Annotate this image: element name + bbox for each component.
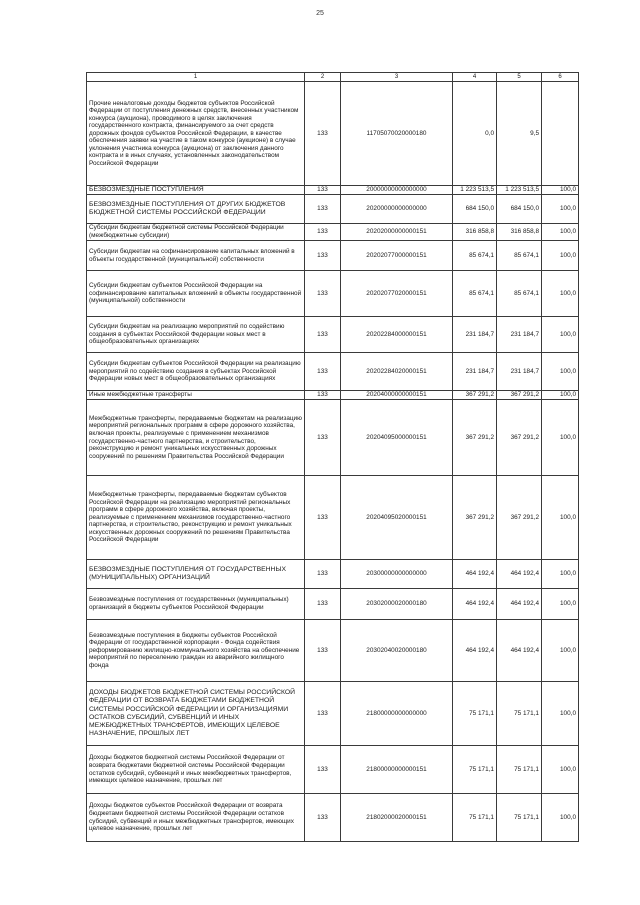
row-budget-code: 20202000000000151 [341, 224, 453, 241]
row-fact-value: 75 171,1 [497, 794, 542, 842]
row-admin-code: 133 [305, 224, 341, 241]
row-budget-code: 21802000020000151 [341, 794, 453, 842]
table-row [87, 241, 579, 271]
row-admin-code: 133 [305, 82, 341, 186]
row-name: Субсидии бюджетам на реализацию мероприятий по содействию создания в субъектах Российской Федерации новых мест в общеобразовательных организациях [87, 317, 305, 353]
row-percent-value: 100,0 [542, 682, 579, 746]
table-row [87, 682, 579, 746]
table-row [87, 589, 579, 620]
row-name: Межбюджетные трансферты, передаваемые бюджетам субъектов Российской Федерации на реализацию мероприятий региональных программ в сфере дорожного хозяйства, включая проекты, реализуемые с применением механизмов государственно-частного партнерства, и строительство, реконструкцию и ремонт уникальных искусственных дорожных сооружений по решениям Правительства Российской Федерации [87, 476, 305, 560]
row-name: Иные межбюджетные трансферты [87, 391, 305, 400]
column-header: 4 [453, 73, 497, 82]
column-header: 3 [341, 73, 453, 82]
table-row [87, 400, 579, 476]
row-name: Субсидии бюджетам бюджетной системы Российской Федерации (межбюджетные субсидии) [87, 224, 305, 241]
table-row [87, 82, 579, 186]
column-header: 1 [87, 73, 305, 82]
row-fact-value: 85 674,1 [497, 271, 542, 317]
row-fact-value: 231 184,7 [497, 353, 542, 391]
column-header: 2 [305, 73, 341, 82]
row-fact-value: 75 171,1 [497, 682, 542, 746]
row-fact-value: 231 184,7 [497, 317, 542, 353]
row-plan-value: 464 192,4 [453, 620, 497, 682]
row-budget-code: 21800000000000151 [341, 746, 453, 794]
row-fact-value: 367 291,2 [497, 400, 542, 476]
row-budget-code: 21800000000000000 [341, 682, 453, 746]
row-plan-value: 75 171,1 [453, 794, 497, 842]
row-plan-value: 367 291,2 [453, 400, 497, 476]
row-name: Субсидии бюджетам субъектов Российской Федерации на софинансирование капитальных вложений в объекты государственной (муниципальной) собственности [87, 271, 305, 317]
row-budget-code: 20202077020000151 [341, 271, 453, 317]
row-budget-code: 20204095020000151 [341, 476, 453, 560]
row-plan-value: 231 184,7 [453, 317, 497, 353]
table-row [87, 794, 579, 842]
row-plan-value: 0,0 [453, 82, 497, 186]
row-admin-code: 133 [305, 589, 341, 620]
row-percent-value: 100,0 [542, 195, 579, 224]
row-percent-value [542, 82, 579, 186]
row-plan-value: 464 192,4 [453, 589, 497, 620]
row-budget-code: 20300000000000000 [341, 560, 453, 589]
table-row [87, 224, 579, 241]
row-admin-code: 133 [305, 560, 341, 589]
row-plan-value: 367 291,2 [453, 476, 497, 560]
table-row [87, 620, 579, 682]
row-fact-value: 367 291,2 [497, 476, 542, 560]
row-plan-value: 85 674,1 [453, 271, 497, 317]
row-plan-value: 684 150,0 [453, 195, 497, 224]
row-plan-value: 1 223 513,5 [453, 186, 497, 195]
row-fact-value: 367 291,2 [497, 391, 542, 400]
row-fact-value: 1 223 513,5 [497, 186, 542, 195]
row-percent-value: 100,0 [542, 794, 579, 842]
table-row [87, 391, 579, 400]
table-header-row [87, 73, 579, 82]
row-percent-value: 100,0 [542, 589, 579, 620]
row-admin-code: 133 [305, 186, 341, 195]
row-plan-value: 316 858,8 [453, 224, 497, 241]
row-budget-code: 20000000000000000 [341, 186, 453, 195]
row-admin-code: 133 [305, 620, 341, 682]
row-name: Доходы бюджетов бюджетной системы Российской Федерации от возврата бюджетами бюджетной системы Российской Федерации остатков субсидий, субвенций и иных межбюджетных трансфертов, имеющих целевое назначение, прошлых лет [87, 746, 305, 794]
row-admin-code: 133 [305, 241, 341, 271]
page-number: 25 [316, 10, 324, 17]
column-header: 5 [497, 73, 542, 82]
row-plan-value: 464 192,4 [453, 560, 497, 589]
row-fact-value: 684 150,0 [497, 195, 542, 224]
row-name: Межбюджетные трансферты, передаваемые бюджетам на реализацию мероприятий региональных программ в сфере дорожного хозяйства, включая проекты, реализуемые с применением механизмов государственно-частного партнерства, и строительство, реконструкцию и ремонт уникальных искусственных дорожных сооружений по решениям Правительства Российской Федерации [87, 400, 305, 476]
row-percent-value: 100,0 [542, 560, 579, 589]
row-name: БЕЗВОЗМЕЗДНЫЕ ПОСТУПЛЕНИЯ [87, 186, 305, 195]
row-budget-code: 20202284000000151 [341, 317, 453, 353]
row-percent-value: 100,0 [542, 353, 579, 391]
table-row [87, 186, 579, 195]
row-name: Субсидии бюджетам субъектов Российской Федерации на реализацию мероприятий по содействию создания в субъектах Российской Федерации новых мест в общеобразовательных организациях [87, 353, 305, 391]
row-plan-value: 75 171,1 [453, 746, 497, 794]
row-budget-code: 11705070020000180 [341, 82, 453, 186]
row-budget-code: 20202284020000151 [341, 353, 453, 391]
row-admin-code: 133 [305, 195, 341, 224]
row-plan-value: 231 184,7 [453, 353, 497, 391]
table-row [87, 271, 579, 317]
row-percent-value: 100,0 [542, 391, 579, 400]
row-admin-code: 133 [305, 746, 341, 794]
table-row [87, 746, 579, 794]
table-row [87, 353, 579, 391]
table-row [87, 560, 579, 589]
row-name: Доходы бюджетов субъектов Российской Федерации от возврата бюджетами бюджетной системы Российской Федерации остатков субсидий, субвенций и иных межбюджетных трансфертов, имеющих целевое назначение, прошлых лет [87, 794, 305, 842]
row-percent-value: 100,0 [542, 746, 579, 794]
row-name: Прочие неналоговые доходы бюджетов субъектов Российской Федерации от поступления денежных средств, внесенных участником конкурса (аукциона), проводимого в целях заключения государственного контракта, финансируемого за счет средств дорожных фондов субъектов Российской Федерации, в качестве обеспечения заявки на участие в таком конкурсе (аукционе) в случае уклонения участника конкурса (аукциона) от заключения данного контракта и в иных случаях, установленных законодательством Российской Федерации [87, 82, 305, 186]
column-header: 6 [542, 73, 579, 82]
row-percent-value: 100,0 [542, 620, 579, 682]
row-fact-value: 9,5 [497, 82, 542, 186]
row-plan-value: 367 291,2 [453, 391, 497, 400]
row-percent-value: 100,0 [542, 224, 579, 241]
row-name: БЕЗВОЗМЕЗДНЫЕ ПОСТУПЛЕНИЯ ОТ ГОСУДАРСТВЕННЫХ (МУНИЦИПАЛЬНЫХ) ОРГАНИЗАЦИЙ [87, 560, 305, 589]
row-budget-code: 20204000000000151 [341, 391, 453, 400]
row-admin-code: 133 [305, 794, 341, 842]
row-name: Безвозмездные поступления в бюджеты субъектов Российской Федерации от государственной корпорации - Фонда содействия реформированию жилищно-коммунального хозяйства на обеспечение мероприятий по переселению граждан из аварийного жилищного фонда [87, 620, 305, 682]
row-fact-value: 316 858,8 [497, 224, 542, 241]
row-percent-value: 100,0 [542, 400, 579, 476]
row-admin-code: 133 [305, 317, 341, 353]
row-fact-value: 464 192,4 [497, 620, 542, 682]
row-name: ДОХОДЫ БЮДЖЕТОВ БЮДЖЕТНОЙ СИСТЕМЫ РОССИЙСКОЙ ФЕДЕРАЦИИ ОТ ВОЗВРАТА БЮДЖЕТАМИ БЮДЖЕТНОЙ СИСТЕМЫ РОССИЙСКОЙ ФЕДЕРАЦИИ И ОРГАНИЗАЦИЯМИ ОСТАТКОВ СУБСИДИЙ, СУБВЕНЦИЙ И ИНЫХ МЕЖБЮДЖЕТНЫХ ТРАНСФЕРТОВ, ИМЕЮЩИХ ЦЕЛЕВОЕ НАЗНАЧЕНИЕ, ПРОШЛЫХ ЛЕТ [87, 682, 305, 746]
table-row [87, 195, 579, 224]
row-admin-code: 133 [305, 476, 341, 560]
table-row [87, 476, 579, 560]
row-fact-value: 75 171,1 [497, 746, 542, 794]
row-budget-code: 20202077000000151 [341, 241, 453, 271]
row-percent-value: 100,0 [542, 241, 579, 271]
row-admin-code: 133 [305, 682, 341, 746]
row-fact-value: 85 674,1 [497, 241, 542, 271]
row-budget-code: 20302040020000180 [341, 620, 453, 682]
row-admin-code: 133 [305, 391, 341, 400]
row-admin-code: 133 [305, 271, 341, 317]
row-plan-value: 75 171,1 [453, 682, 497, 746]
row-admin-code: 133 [305, 353, 341, 391]
row-fact-value: 464 192,4 [497, 560, 542, 589]
row-budget-code: 20204095000000151 [341, 400, 453, 476]
row-name: БЕЗВОЗМЕЗДНЫЕ ПОСТУПЛЕНИЯ ОТ ДРУГИХ БЮДЖЕТОВ БЮДЖЕТНОЙ СИСТЕМЫ РОССИЙСКОЙ ФЕДЕРАЦИИ [87, 195, 305, 224]
row-budget-code: 20200000000000000 [341, 195, 453, 224]
row-percent-value: 100,0 [542, 476, 579, 560]
row-plan-value: 85 674,1 [453, 241, 497, 271]
row-percent-value: 100,0 [542, 271, 579, 317]
row-percent-value: 100,0 [542, 317, 579, 353]
row-percent-value: 100,0 [542, 186, 579, 195]
row-name: Субсидии бюджетам на софинансирование капитальных вложений в объекты государственной (муниципальной) собственности [87, 241, 305, 271]
row-admin-code: 133 [305, 400, 341, 476]
revenue-table [86, 72, 579, 842]
row-fact-value: 464 192,4 [497, 589, 542, 620]
row-budget-code: 20302000020000180 [341, 589, 453, 620]
table-row [87, 317, 579, 353]
row-name: Безвозмездные поступления от государственных (муниципальных) организаций в бюджеты субъектов Российской Федерации [87, 589, 305, 620]
